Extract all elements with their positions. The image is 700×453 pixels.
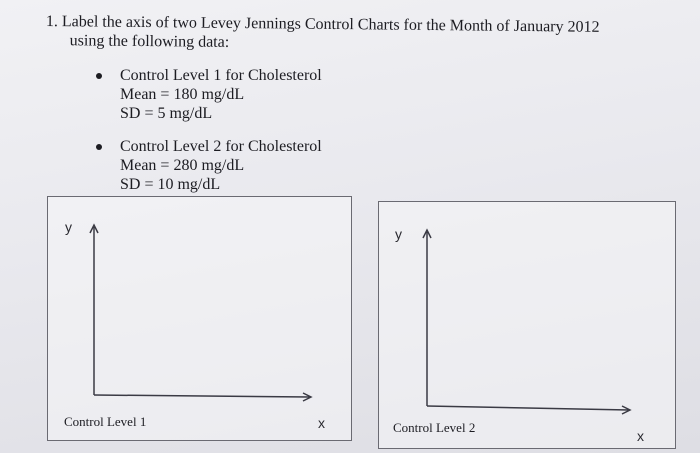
chart-2-axes — [379, 202, 675, 448]
control-chart-1 — [47, 196, 352, 441]
chart-1-caption: Control Level 1 — [64, 414, 147, 429]
level-1-mean: Mean = 180 mg/dL — [120, 86, 245, 103]
level-1-title: Control Level 1 for Cholesterol — [120, 67, 322, 84]
chart-2-x-axis — [427, 406, 629, 410]
bullet-dot-icon — [96, 73, 102, 79]
chart-1-y-label: y — [65, 219, 72, 235]
control-chart-2 — [378, 201, 676, 449]
chart-2-caption: Control Level 2 — [393, 420, 476, 435]
question-line-2: using the following data: — [69, 32, 230, 51]
question-number: 1. — [45, 12, 58, 31]
chart-2-y-label: y — [395, 226, 402, 242]
chart-1-axes — [48, 197, 351, 440]
chart-2-x-label: x — [637, 428, 644, 444]
level-1-sd: SD = 5 mg/dL — [120, 105, 213, 122]
bullet-dot-icon — [96, 144, 102, 150]
level-2-sd: SD = 10 mg/dL — [120, 176, 221, 193]
chart-1-x-label: x — [318, 415, 325, 431]
level-2-title: Control Level 2 for Cholesterol — [120, 138, 322, 155]
question-text — [46, 12, 666, 56]
level-2-bullet — [96, 137, 322, 194]
level-2-mean: Mean = 280 mg/dL — [120, 157, 245, 174]
chart-1-x-axis — [94, 395, 310, 397]
question-line-1-text: Label the axis of two Levey Jennings Control Charts for the Month of January 2012 — [61, 13, 600, 36]
level-1-bullet — [96, 66, 322, 123]
